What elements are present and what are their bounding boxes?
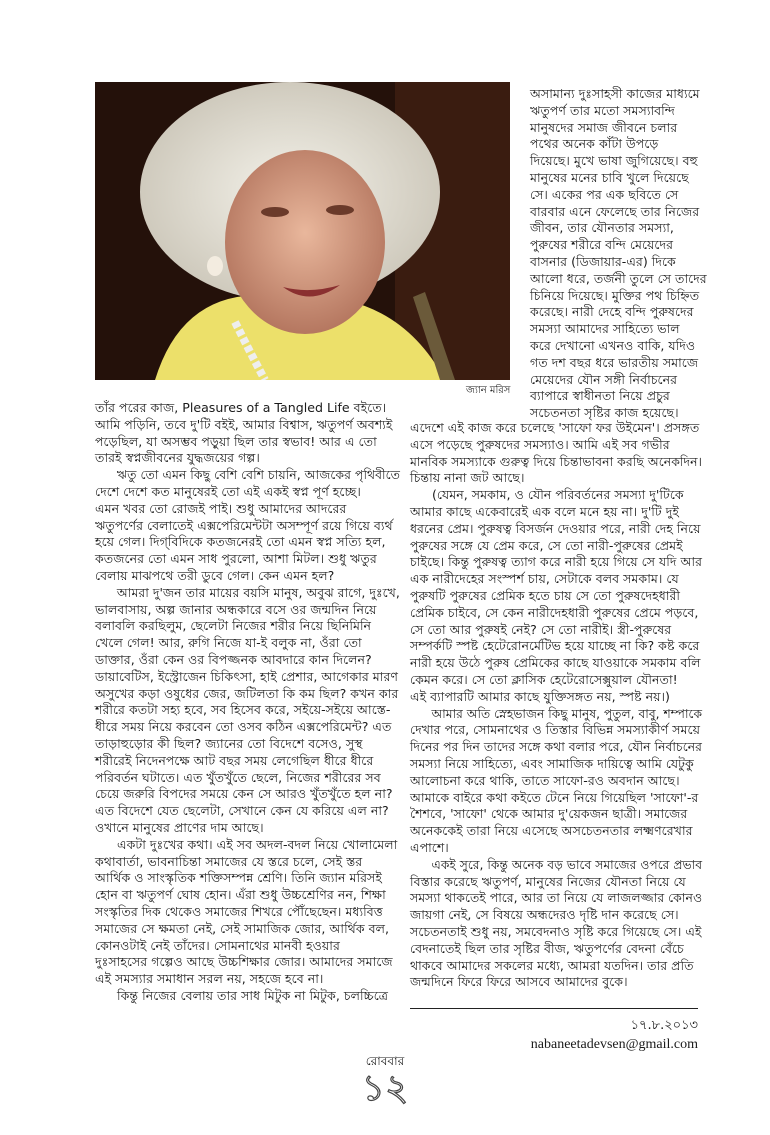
text-line: থাকবে আমাদের সকলের মধ্যে, আমরা যতদিন। তার প্রতি — [410, 957, 694, 973]
text-line: কিন্তু নিজের বেলায় তার সাধ মিটুক না মিটুক, চলচ্চিত্রে — [117, 987, 389, 1003]
portrait-illustration — [95, 82, 510, 380]
text-line: মানুষদের সমাজ জীবনে চলার — [530, 119, 678, 135]
text-line: পুরুষটি পুরুষের প্রেমিক হতে চায় সে তো পুরুষদেহধারী — [410, 587, 681, 603]
text-line: খেলে গেল! আর, রুগি নিজে যা-ই বলুক না, ওঁরা তো — [95, 635, 362, 651]
text-line: সচেতনতাই শুধু নয়, সমবেদনাও সৃষ্টি করে গিয়েছে সে। এই — [410, 923, 702, 939]
text-line: আলোচনা করে থাকি, তাতে সাফো-রও অবদান আছে। — [410, 772, 680, 788]
text-line: এক নারীদেহের সংস্পর্শ চায়, সেটাকে বলব সমকাম। যে — [410, 571, 679, 587]
text-line: মানবিক সমস্যাকে গুরুত্ব দিয়ে চিন্তাভাবনা করছি অনেকদিন। — [410, 453, 703, 469]
text-line: সংস্কৃতির দিক থেকেও সমাজের শিখরে পৌঁছেছেন। মধ্যবিত্ত — [95, 903, 383, 919]
text-line: আলো ধরে, তর্জনী তুলে সে তাদের — [530, 270, 707, 286]
portrait-photo — [95, 82, 510, 380]
text-line: মেয়েদের যৌন সঙ্গী নির্বাচনের — [530, 371, 678, 387]
text-line: ঋতুপর্ণ তার মতো সমস্যাবন্দি — [530, 102, 675, 118]
text-line: মানুষের মনের চাবি খুলে দিয়েছে — [530, 169, 689, 185]
text-line: চিন্তায় নানা জট আছে। — [410, 470, 525, 486]
text-line: সমস্যা থাকতেই পারে, আর তা নিয়ে যে লাজলজ্জার কোনও — [410, 890, 703, 906]
right-column — [410, 420, 702, 991]
text-line: সচেতনতা সৃষ্টির কাজ হয়েছে। — [530, 405, 679, 421]
text-line: সম্পর্কটি স্পষ্ট হেটেরোনর্মেটিভ হয়ে যাচ্ছে না কি? কষ্ট করে — [410, 638, 700, 654]
text-line: ডাক্তার, ওঁরা কেন ওর বিপজ্জনক আবদারে কান দিলেন? — [95, 651, 372, 667]
text-line: সে। একের পর এক ছবিতে সে — [530, 186, 679, 202]
text-line: আর্থিক ও সাংস্কৃতিক শক্তিসম্পন্ন শ্রেণি। তিনি জ্যান মরিসই — [95, 870, 382, 886]
text-line: আমি পড়িনি, তবে দু'টি বইই, আমার বিশ্বাস, ঋতুপর্ণ অবশ্যই — [95, 416, 393, 432]
text-line: দেখার পরে, সোমনাথের ও তিস্তার বিভিন্ন সমস্যাকীর্ণ সময়ে — [410, 722, 701, 738]
text-line: করে দেখানো এখনও বাকি, যদিও — [530, 337, 696, 353]
text-line: ঋতু তো এমন কিছু বেশি বেশি চায়নি, আজকের পৃথিবীতে — [116, 467, 400, 483]
text-line: এমন খবর তো রোজই পাই। শুধু আমাদের আদরের — [95, 500, 347, 516]
text-line: শরীরেই নিদেনপক্ষে আট বছর সময় লেগেছিল ধীরে ধীরে — [95, 752, 374, 768]
text-line: জায়গা নেই, সে বিষয়ে অন্ধদেরও দৃষ্টি দান করেছে সে। — [410, 907, 679, 923]
signoff-date: ১৭.৮.২০১৩ — [630, 1018, 698, 1033]
text-line: সে তো আর পুরুষই নেই? সে তো নারীই। স্ত্রী-পুরুষের — [410, 621, 672, 637]
text-line: কতজনের তো এমন সাধ পুরলো, আশা মিটল। শুধু ঋতুর — [95, 551, 377, 567]
text-line: আমাকে বাইরে কথা কইতে টেনে নিয়ে গিয়েছিল 'সাফো'-র — [410, 789, 699, 805]
top-right-column — [530, 86, 708, 422]
text-line: আমার অতি স্নেহভাজন কিছু মানুষ, পুতুল, বাবু, শম্পাকে — [431, 705, 703, 721]
text-line: ধরনের প্রেম। পুরুষত্ব বিসর্জন দেওয়ার পরে, নারী দেহ নিয়ে — [410, 520, 701, 536]
text-line: এত বিদেশে যেত ছেলেটা, সেখানে কেন যে করিয়ে এল না? — [95, 803, 389, 819]
text-line: এসে পড়েছে পুরুষদের সমস্যাও। আমি এই সব গভীর — [410, 436, 670, 452]
text-line: আমার কাছে একেবারেই এক বলে মনে হয় না। দু'টি দুই — [410, 503, 679, 519]
text-line: অসামান্য দুঃসাহসী কাজের মাধ্যমে — [530, 86, 700, 101]
text-line: পরিবর্তন ঘটাতে। এত খুঁতখুঁতে ছেলে, নিজের শরীরের সব — [95, 769, 381, 785]
text-line: সমাজের সে ক্ষমতা নেই, সেই সামাজিক জোর, আর্থিক বল, — [95, 920, 390, 936]
text-line: কেমন করে। সে তো ক্লাসিক হেটেরোসেক্সুয়াল যৌনতা! — [410, 671, 678, 687]
text-line: হয়ে গেল। দিগ্‌বিদিকে কতজনেরই তো এমন স্বপ্ন সত্যি হল, — [95, 534, 386, 550]
text-line: শরীরে কতটা সহ্য হবে, সব হিসেব করে, সইয়ে-সইয়ে আস্তে- — [95, 702, 391, 718]
text-line: এই সমস্যার সমাধান সরল নয়, সহজে হবে না। — [95, 971, 324, 987]
text-line: একই সুরে, কিন্তু অনেক বড় ভাবে সমাজের ওপরে প্রভাব — [431, 856, 703, 872]
text-line: বলাবলি করছিলুম, ছেলেটা নিজের শরীর নিয়ে ছিনিমিনি — [95, 618, 372, 634]
text-line: বেদনাতেই ছিল তার সৃষ্টির বীজ, ঋতুপর্ণের বেদনা বেঁচে — [410, 940, 684, 956]
text-line: কোনওটাই নেই তাঁদের। সোমনাথের মানবী হওয়ার — [95, 937, 340, 953]
text-line: তাড়াহুড়োর কী ছিল? জ্যানের তো বিদেশে বসেও, সুস্থ — [95, 735, 363, 751]
text-line: এদেশে এই কাজ করে চলেছে 'সাফো ফর উইমেন'। প্রসঙ্গত — [410, 420, 700, 435]
text-line: প্রেমিক চাইবে, সে কেন নারীদেহধারী পুরুষের প্রেমে পড়বে, — [410, 604, 699, 620]
text-line: ঋতুপর্ণের বেলাতেই এক্সপেরিমেন্টটা অসম্পূর্ণ রয়ে গিয়ে ব্যর্থ — [95, 517, 393, 533]
text-line: সমস্যা আমাদের সাহিত্যে ভাল — [530, 321, 680, 337]
text-line: জীবন, তার যৌনতার সমস্যা, — [530, 220, 674, 236]
text-line: বাসনার (ডিজায়ার-এর) দিকে — [530, 253, 676, 269]
text-line: ভালবাসায়, অল্প জানার অন্ধকারে বসে ওর জন্মদিন নিয়ে — [95, 601, 377, 617]
text-line: দুঃসাহসের গল্পেও আছে উচ্চশিক্ষার জোর। আমাদের সমাজে — [95, 954, 393, 970]
text-line: সমস্যা নিয়ে সাহিত্যে, এবং সামাজিক দায়িত্বে আমি যেটুকু — [410, 755, 694, 771]
text-line: তাঁর পরের কাজ, Pleasures of a Tangled Life বইতে। — [95, 400, 387, 415]
text-line: ধীরে সময় নিয়ে করবেন তো ওসব কঠিন এক্সপেরিমেন্ট? এত — [95, 719, 392, 735]
text-line: বারবার এনে ফেলেছে তার নিজের — [530, 203, 700, 219]
text-line: তারই স্বপ্নজীবনের যুদ্ধজয়ের গল্প। — [95, 450, 260, 466]
text-line: শৈশবে, 'সাফো' থেকে আমার দু'য়েকজন ছাত্রী। সমাজের — [410, 806, 688, 822]
text-line: চাইছে। কিন্তু পুরুষত্ব ত্যাগ করে নারী হয়ে গিয়ে সে যদি আর — [410, 554, 703, 570]
text-line: কথাবার্তা, ভাবনাচিন্তা সমাজের যে স্তরে চলে, সেই স্তর — [95, 853, 363, 869]
text-line: পুরুষের সঙ্গে যে প্রেম করে, সে তো নারী-পুরুষের প্রেমই — [410, 537, 683, 553]
text-line: বিস্তার করেছে ঋতুপর্ণ, মানুষের নিজের যৌনতা নিয়ে যে — [410, 873, 686, 889]
left-column — [95, 400, 400, 1005]
text-line: ডায়াবেটিস, ইস্ট্রোজেন চিকিৎসা, হাই প্রেশার, আগেকার মারণ — [95, 668, 398, 684]
text-line: (যেমন, সমকাম, ও যৌন পরিবর্তনের সমস্যা দু'টিকে — [432, 487, 684, 503]
text-line: বেলায় মাঝপথে তরী ডুবে গেল। কেন এমন হল? — [95, 567, 335, 583]
text-line: অসুখের কড়া ওষুধের জের, জটিলতা কি কম ছিল? কখন কার — [95, 685, 399, 701]
page-number: ১২ — [361, 1068, 409, 1109]
text-line: জন্মদিনে ফিরে ফিরে আসবে আমাদের বুকে। — [410, 974, 628, 990]
text-line: আমরা দু'জন তার মায়ের বয়সি মানুষ, অবুঝ রাগে, দুঃখে, — [116, 584, 400, 600]
text-line: দেশে দেশে কত মানুষেরই তো এই একই স্বপ্ন পূর্ণ হচ্ছে। — [95, 483, 361, 499]
text-line: পুরুষের শরীরে বন্দি মেয়েদের — [530, 237, 674, 253]
text-line: ব্যাপারে স্বাধীনতা নিয়ে প্রচুর — [530, 388, 670, 404]
photo-caption: জ্যান মরিস — [466, 385, 511, 396]
text-line: ওখানে মানুষের প্রাণের দাম আছে। — [95, 819, 264, 835]
text-line: এপাশে। — [410, 839, 449, 855]
text-line: গত দশ বছর ধরে ভারতীয় সমাজে — [530, 354, 699, 370]
text-line: চেয়ে জরুরি বিপদের সময়ে কেন সে আরও খুঁতখুঁতে হল না? — [95, 786, 393, 802]
text-line: দিয়েছে। মুখে ভাষা জুগিয়েছে। বহু — [530, 153, 698, 169]
text-line: এই ব্যাপারটি আমার কাছে যুক্তিসঙ্গত নয়, স্পষ্ট নয়।) — [410, 688, 670, 704]
text-line: দিনের পর দিন তাদের সঙ্গে কথা বলার পরে, যৌন নির্বাচনের — [410, 739, 702, 755]
text-line: চিনিয়ে দিয়েছে। মুক্তির পথ চিহ্নিত — [530, 287, 700, 303]
divider-rule — [410, 1008, 698, 1009]
text-line: অনেককেই তারা নিয়ে এসেছে অসচেতনতার লক্ষ্মণরেখার — [410, 823, 693, 839]
text-line: নারী হয়ে উঠে পুরুষ প্রেমিকের কাছে যাওয়াকে সমকাম বলি — [410, 655, 701, 671]
text-line: করেছে। নারী দেহে বন্দি পুরুষদের — [530, 304, 694, 320]
text-line: একটা দুঃখের কথা। এই সব অদল-বদল নিয়ে খোলামেলা — [117, 836, 398, 852]
author-email[interactable]: nabaneetadevsen@gmail.com — [530, 1037, 698, 1052]
text-line: হোন বা ঋতুপর্ণ ঘোষ হোন। এঁরা শুধু উচ্চশ্রেণির নন, শিক্ষা — [95, 887, 386, 903]
text-line: পড়েছিল, যা অসম্ভব পড়ুয়া ছিল তার স্বভাব! আর এ তো — [95, 433, 377, 449]
text-line: পথের অনেক কাঁটা উপড়ে — [530, 136, 659, 152]
magazine-name: রোববার — [365, 1054, 405, 1068]
